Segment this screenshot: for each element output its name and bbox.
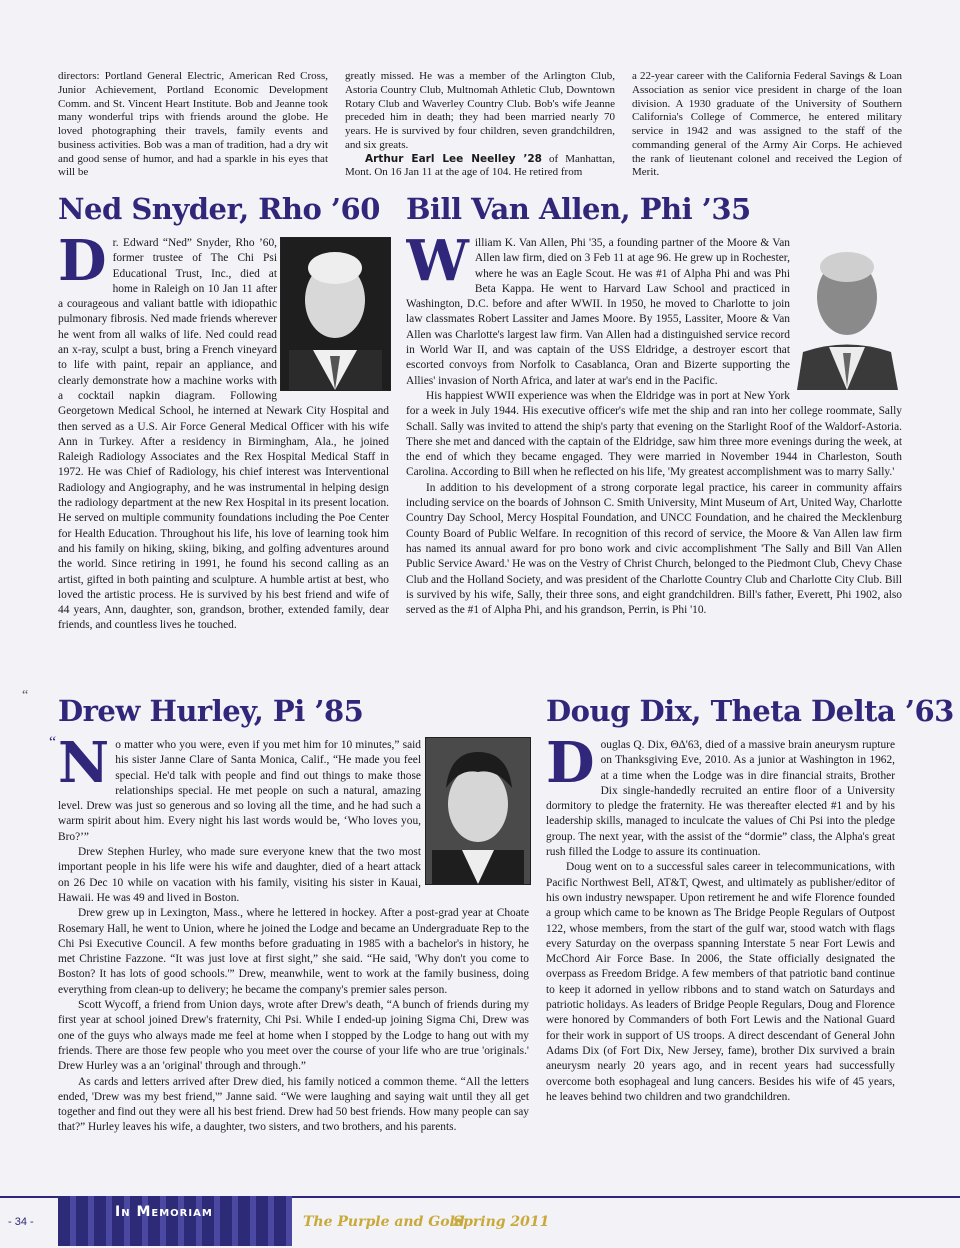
drew-hurley-text: N o matter who you were, even if you met him for 10 minutes,” said his sister Janne Clare of Santa Monica, Calif., “He made you feel special. He'd talk with people and find out things to make those relationships special. He met people on such a natural, amazing level. Drew was just so generous and so loving all the time, and he had such a warm spirit about him. Every night his last words would be, ‘Who loves you, Bro?’” Drew Stephen Hurley, who made sure everyone knew that the two most important people in his life were his wife and daughter, died of a heart attack on 26 Dec 10 while on vacation with his family, visiting his sister in Kauai, Hawaii. He was 49 and lived in Boston. Drew grew up in Lexington, Mass., where he lettered in hockey. After a post-grad year at Choate Rosemary Hall, he went to Union, where he joined the Lodge and became an Undergraduate Rep to the Chi Psi Executive Council. A few months before graduating in 1985 with a bachelor's in history, he met Christine Fazzone. “It was just love at first sight,” she said. “He said, 'Why don't you come to Boston? It has lots of good schools.'” Drew, meanwhile, went to work at the family business, doing everything from clean-up to delivery; he became the company's premier sales person. Scott Wycoff, a friend from Union days, wrote after Drew's death, “A bunch of friends during my first year at school joined Drew's fraternity, Chi Psi. While I ended-up joining Sigma Chi, Drew was one of the guys who always made me feel at home when I stopped by the Lodge to hang out with my friends. There are those few people who you meet over the course of your life who are true 'originals.' Drew Hurley was a an 'original' through and through.” As cards and letters arrived after Drew died, his family noticed a common theme. “All the letters ended, 'Drew was my best friend,'” Janne said. “We were laughing and saying wait until they all get together and find out they were all his best friend. Drew had 50 best friends. How many people can say that?” Hurley leaves his wife, a daughter, two sisters, and two brothers, and his parents. — [58, 738, 529, 1134]
ned-snyder-heading: Ned Snyder, Rho ’60 — [58, 192, 380, 226]
issue-date: Spring 2011 — [453, 1214, 550, 1230]
photo-spacer — [790, 236, 902, 391]
open-quote-mark: “ — [49, 734, 57, 751]
drop-cap: N — [58, 738, 110, 796]
ned-snyder-text: D r. Edward “Ned” Snyder, Rho ’60, former trustee of The Chi Psi Educational Trust, Inc., died at home in Raleigh on 10 Jan 11 after a courageous and valiant battle with idiopathic pulmonary fibrosis. Ned made friends wherever he went from all walks of life. Ned could read an x-ray, sculpt a bust, bring a French vineyard to life with paint, repair an appliance, and clearly demonstrate how a machine works with a cocktail napkin diagram. Following Georgetown Medical School, he interned at Newark City Hospital and then served as a U.S. Air Force General Medical Officer with his wife Ann in Turkey. After a residency in Birmingham, Ala., he joined Raleigh Radiology Associates and the Rex Hospital Medical Staff in 1972. He was Chief of Radiology, his chief interest was Interventional Radiology and Angiography, and he was instrumental in helping design the radiology department at the new Rex Hospital in its present location. He served on multiple community foundations including the Poe Center for Health Education. Throughout his life, his love of learning took him and his family on hiking, skiing, biking, and golfing adventures around the world. Since retiring in 1991, he found his second calling as an artist, gifted in both painting and sculpture. A humble artist at best, who loved the artistic process. He is survived by his best friend and wife of 44 years, Ann, daughter, son, grandson, brother, extended family, dear friends, and countless lives he touched. — [58, 236, 389, 632]
photo-spacer — [421, 738, 529, 886]
continued-column-3: a 22-year career with the California Federal Savings & Loan Association as senior vice president in charge of the loan division. A 1930 graduate of the University of Southern California's College of Commerce, he entered military service in 1942 and was assigned to the staff of the commanding general of the Army Air Corps. He achieved the rank of lieutenant colonel and received the Legion of Merit. — [632, 70, 902, 179]
bill-van-allen-text: W illiam K. Van Allen, Phi '35, a founding partner of the Moore & Van Allen law firm, died on 3 Feb 11 at age 96. He grew up in Rochester, where he was an Eagle Scout. He was #1 of Alpha Phi and was Phi Beta Kappa. He went to Harvard Law School and practiced in Washington, D.C. before and after WWII. In 1950, he moved to Charlotte to join law classmates Robert Lassiter and James Moore. By 1955, Lassiter, Moore & Van Allen was Charlotte's largest law firm. Van Allen had a distinguished service record in World War II, and was captain of the USS Eldridge, a destroyer escort that escorted convoys from Norfolk to Casablanca, Oran and Bizerte supporting the Allies' invasion of North Africa, and later at war's end in the Pacific. His happiest WWII experience was when the Eldridge was in port at New York for a week in July 1944. His executive officer's wife met the ship and ran into her college roommate, Sally Schall. Sally was invited to attend the ship's party that evening on the Starlight Roof of the Waldorf-Astoria. There she met and danced with the captain of the Eldridge, saw him three more evenings during the week, at the end of which they became engaged. They were married in November 1944 in Charleston, South Carolina. According to Bill when he reflected on his life, 'My greatest accomplishment was to marry Sally.' In addition to his development of a strong corporate legal practice, his career in community affairs including service on the boards of Johnson C. Smith University, Mint Museum of Art, United Way, Charlotte Country Day School, Mercy Hospital Foundation, and UNCC Foundation, and he chaired the Mecklenburg County Board of Public Welfare. In recognition of this record of service, the Moore & Van Allen law firm has named its annual award for pro bono work and civic accomplishment 'The Sally and Bill Van Allen Public Service Award.' He was on the Vestry of Christ Church, belonged to the Piedmont Club, Chevy Chase Club and the Holland Society, and was president of the Charlotte Country Club and Charlotte City Club. Bill is survived by his wife, Sally, their three sons, and eight grandchildren. Bill's father, Everett, Phi 1902, also served as the #1 of Alpha Phi, and his grandson, Perrin, is Phi '10. — [406, 236, 902, 617]
margin-quote-mark: “ — [22, 688, 29, 703]
page-number: - 34 - — [8, 1216, 34, 1228]
drop-cap: W — [406, 236, 469, 294]
doug-dix-text: D ouglas Q. Dix, ΘΔ'63, died of a massive brain aneurysm rupture on Thanksgiving Eve, 2010. As a junior at Washington in 1962, at a time when the Lodge was in dire financial straits, Brother Dix single-handedly recruited an entire floor of a University dormitory to pledge the fraternity. He was thereafter elected #1 and by his leadership skills, managed to inculcate the values of Chi Psi into the pledge group. The next year, with the assist of the “dormie” class, the Alpha's great rush filled the Lodge to assure its continuation. Doug went on to a successful sales career in telecommunications, with Pacific Northwest Bell, AT&T, Qwest, and ultimately as publisher/editor of his own industry newspaper. Upon retirement he and wife Florence founded a group which came to be known as The Bridge People Regulars of Outpost 122, whose members, from the start of the gulf war, stood watch with flags every Saturday on the overpass spanning Interstate 5 near Fort Lewis and McChord Air Force Base. In 2006, the State officially designated the overpass as Freedom Bridge. A few members of that patriotic band continue to keep it adorned in yellow ribbons and to stand watch on Saturdays and patriotic holidays. As leaders of Bridge People Regulars, Doug and Florence were honored by Commanders of both Fort Lewis and the National Guard for their work in support of US troops. A direct descendant of General John Adams Dix (of Fort Dix, New Jersey, fame), brother Dix survived a brain aneurysm nearly 20 years ago, and in recent years had successfully overcome both esophageal and lung cancers. Besides his wife of 45 years, he leaves behind two children and two grandchildren. — [546, 738, 895, 1103]
continued-column-2 — [345, 70, 615, 185]
doug-dix-heading: Doug Dix, Theta Delta ’63 — [546, 694, 954, 728]
bill-van-allen-heading: Bill Van Allen, Phi ’35 — [406, 192, 751, 226]
photo-spacer — [277, 236, 389, 390]
magazine-title: The Purple and Gold — [303, 1214, 465, 1230]
drop-cap: D — [546, 738, 595, 796]
obituary-name: Arthur Earl Lee Neelley ’28 — [365, 152, 542, 165]
drew-hurley-heading: Drew Hurley, Pi ’85 — [58, 694, 364, 728]
continued-text: greatly missed. He was a member of the Arlington Club, Astoria Country Club, Multnomah Athletic Club, Downtown Rotary Club and Waverley Country Club. Bob's wife Jeanne preceded him in death; they had been married nearly 70 years. He is survived by four children, seven grandchildren, and six greats. — [345, 70, 615, 151]
continued-column-1: directors: Portland General Electric, American Red Cross, Junior Achievement, Portland Economic Development Comm. and St. Vincent Heart Institute. Bob and Jeanne took many wonderful trips with friends around the globe. He loved photographing their travels, family events and business activities. Bob was a man of tradition, had a dry wit and good sense of humor, and had a sparkle in his eyes that will be — [58, 70, 328, 179]
continued-text: of Manhattan, Mont. On 16 Jan 11 at the age of 104. He retired from — [345, 152, 615, 179]
section-label: In Memoriam — [115, 1204, 213, 1220]
drop-cap: D — [58, 236, 107, 294]
